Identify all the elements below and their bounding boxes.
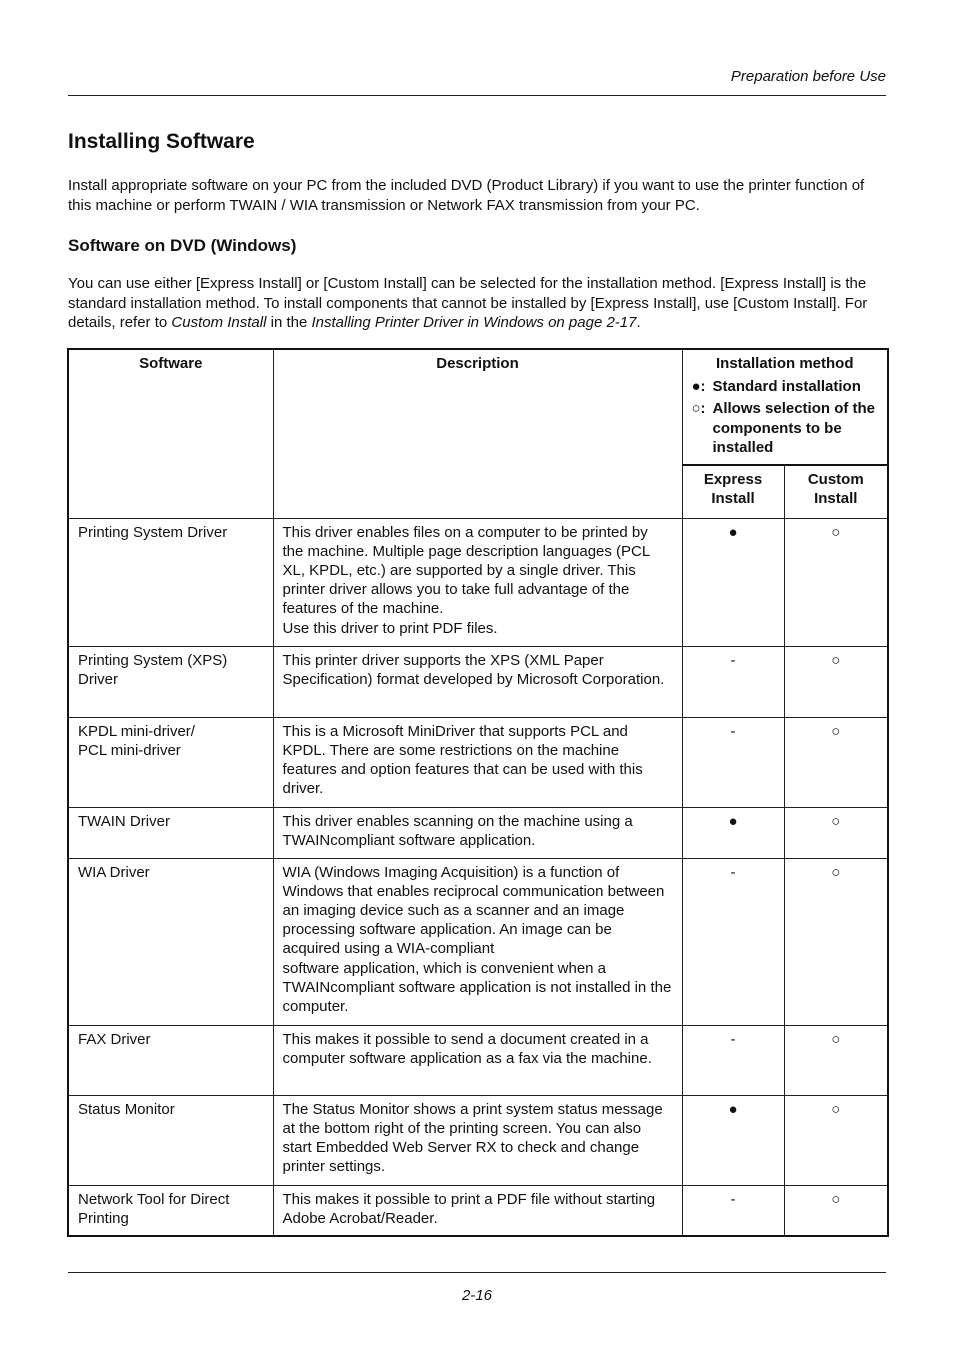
intro-paragraph: Install appropriate software on your PC from the included DVD (Product Library) if you want to use the printer function of this machine or perform TWAIN / WIA transmission or Network FAX transmission from your PC.	[68, 177, 865, 214]
installation-method-title: Installation method	[716, 355, 854, 372]
software-name-cell: Printing System (XPS) Driver	[68, 646, 273, 717]
table-row	[68, 518, 888, 646]
software-name-cell: Network Tool for Direct Printing	[68, 1185, 273, 1236]
express-install-mark: -	[682, 1185, 784, 1236]
driver-install-reference: Installing Printer Driver in Windows on page 2-17	[311, 314, 637, 331]
software-name-cell: Printing System Driver	[68, 518, 273, 646]
custom-install-mark: ○	[784, 1185, 888, 1236]
software-name-cell: TWAIN Driver	[68, 807, 273, 858]
table-body	[68, 518, 888, 1236]
software-name-cell: KPDL mini-driver/ PCL mini-driver	[68, 717, 273, 807]
custom-install-mark: ○	[784, 646, 888, 717]
description-cell: This printer driver supports the XPS (XML Paper Specification) format developed by Microsoft Corporation.	[273, 646, 682, 717]
description-cell: This driver enables scanning on the machine using a TWAINcompliant software application.	[273, 807, 682, 858]
table-row	[68, 1185, 888, 1236]
page-number: 2-16	[461, 1287, 493, 1304]
software-name-cell: Status Monitor	[68, 1095, 273, 1185]
section-paragraph	[68, 274, 886, 333]
legend-select-text: Allows selection of the components to be installed	[712, 400, 876, 456]
description-cell: The Status Monitor shows a print system status message at the bottom right of the printing screen. You can also start Embedded Web Server RX to check and change printer settings.	[273, 1095, 682, 1185]
column-header-software: Software	[68, 349, 273, 518]
table-row	[68, 646, 888, 717]
table-row	[68, 717, 888, 807]
open-circle-icon: ○:	[691, 400, 706, 418]
column-header-custom-install: Custom Install	[784, 465, 888, 518]
express-install-mark: -	[682, 858, 784, 1025]
table-row	[68, 1025, 888, 1095]
custom-install-mark: ○	[784, 807, 888, 858]
custom-install-mark: ○	[784, 518, 888, 646]
express-install-mark: -	[682, 1025, 784, 1095]
filled-circle-icon: ●:	[691, 378, 706, 396]
page-title: Installing Software	[68, 130, 255, 153]
table-row	[68, 858, 888, 1025]
legend-standard-text: Standard installation	[712, 378, 861, 396]
section-paragraph-text: in the	[266, 314, 312, 331]
description-cell: WIA (Windows Imaging Acquisition) is a function of Windows that enables reciprocal communication between an imaging device such as a scanner and an image processing software application. An image can be acquired using a WIA-compliant software application, which is convenient when a TWAINcompliant software application is not installed in the computer.	[273, 858, 682, 1025]
custom-install-mark: ○	[784, 1095, 888, 1185]
table-row	[68, 807, 888, 858]
description-cell: This makes it possible to send a document created in a computer software application as a fax via the machine.	[273, 1025, 682, 1095]
table-row	[68, 1095, 888, 1185]
custom-install-mark: ○	[784, 717, 888, 807]
installation-method-legend	[682, 349, 888, 465]
header-divider	[68, 95, 886, 96]
express-install-mark: ●	[682, 807, 784, 858]
custom-install-mark: ○	[784, 858, 888, 1025]
section-paragraph-text: .	[636, 314, 641, 331]
footer-divider	[68, 1272, 886, 1273]
software-name-cell: WIA Driver	[68, 858, 273, 1025]
express-install-mark: ●	[682, 518, 784, 646]
software-name-cell: FAX Driver	[68, 1025, 273, 1095]
express-install-mark: -	[682, 646, 784, 717]
custom-install-mark: ○	[784, 1025, 888, 1095]
description-cell: This makes it possible to print a PDF file without starting Adobe Acrobat/Reader.	[273, 1185, 682, 1236]
section-paragraph-text: You can use either [Express Install] or [Custom Install] can be selected for the installation method. [Express Install] is the standard installation method. To install components that cannot be installed by [Express Install], use [Custom Install]. For details, refer to	[68, 275, 868, 331]
running-header: Preparation before Use	[730, 68, 886, 85]
description-cell: This is a Microsoft MiniDriver that supports PCL and KPDL. There are some restrictions on the machine features and option features that can be used with this driver.	[273, 717, 682, 807]
custom-install-reference: Custom Install	[171, 314, 267, 331]
express-install-mark: ●	[682, 1095, 784, 1185]
software-table	[67, 348, 889, 1237]
section-title: Software on DVD (Windows)	[68, 236, 297, 255]
column-header-description: Description	[273, 349, 682, 518]
express-install-mark: -	[682, 717, 784, 807]
description-cell: This driver enables files on a computer to be printed by the machine. Multiple page description languages (PCL XL, KPDL, etc.) are supported by a single driver. This printer driver allows you to take full advantage of the features of the machine. Use this driver to print PDF files.	[273, 518, 682, 646]
column-header-express-install: Express Install	[682, 465, 784, 518]
